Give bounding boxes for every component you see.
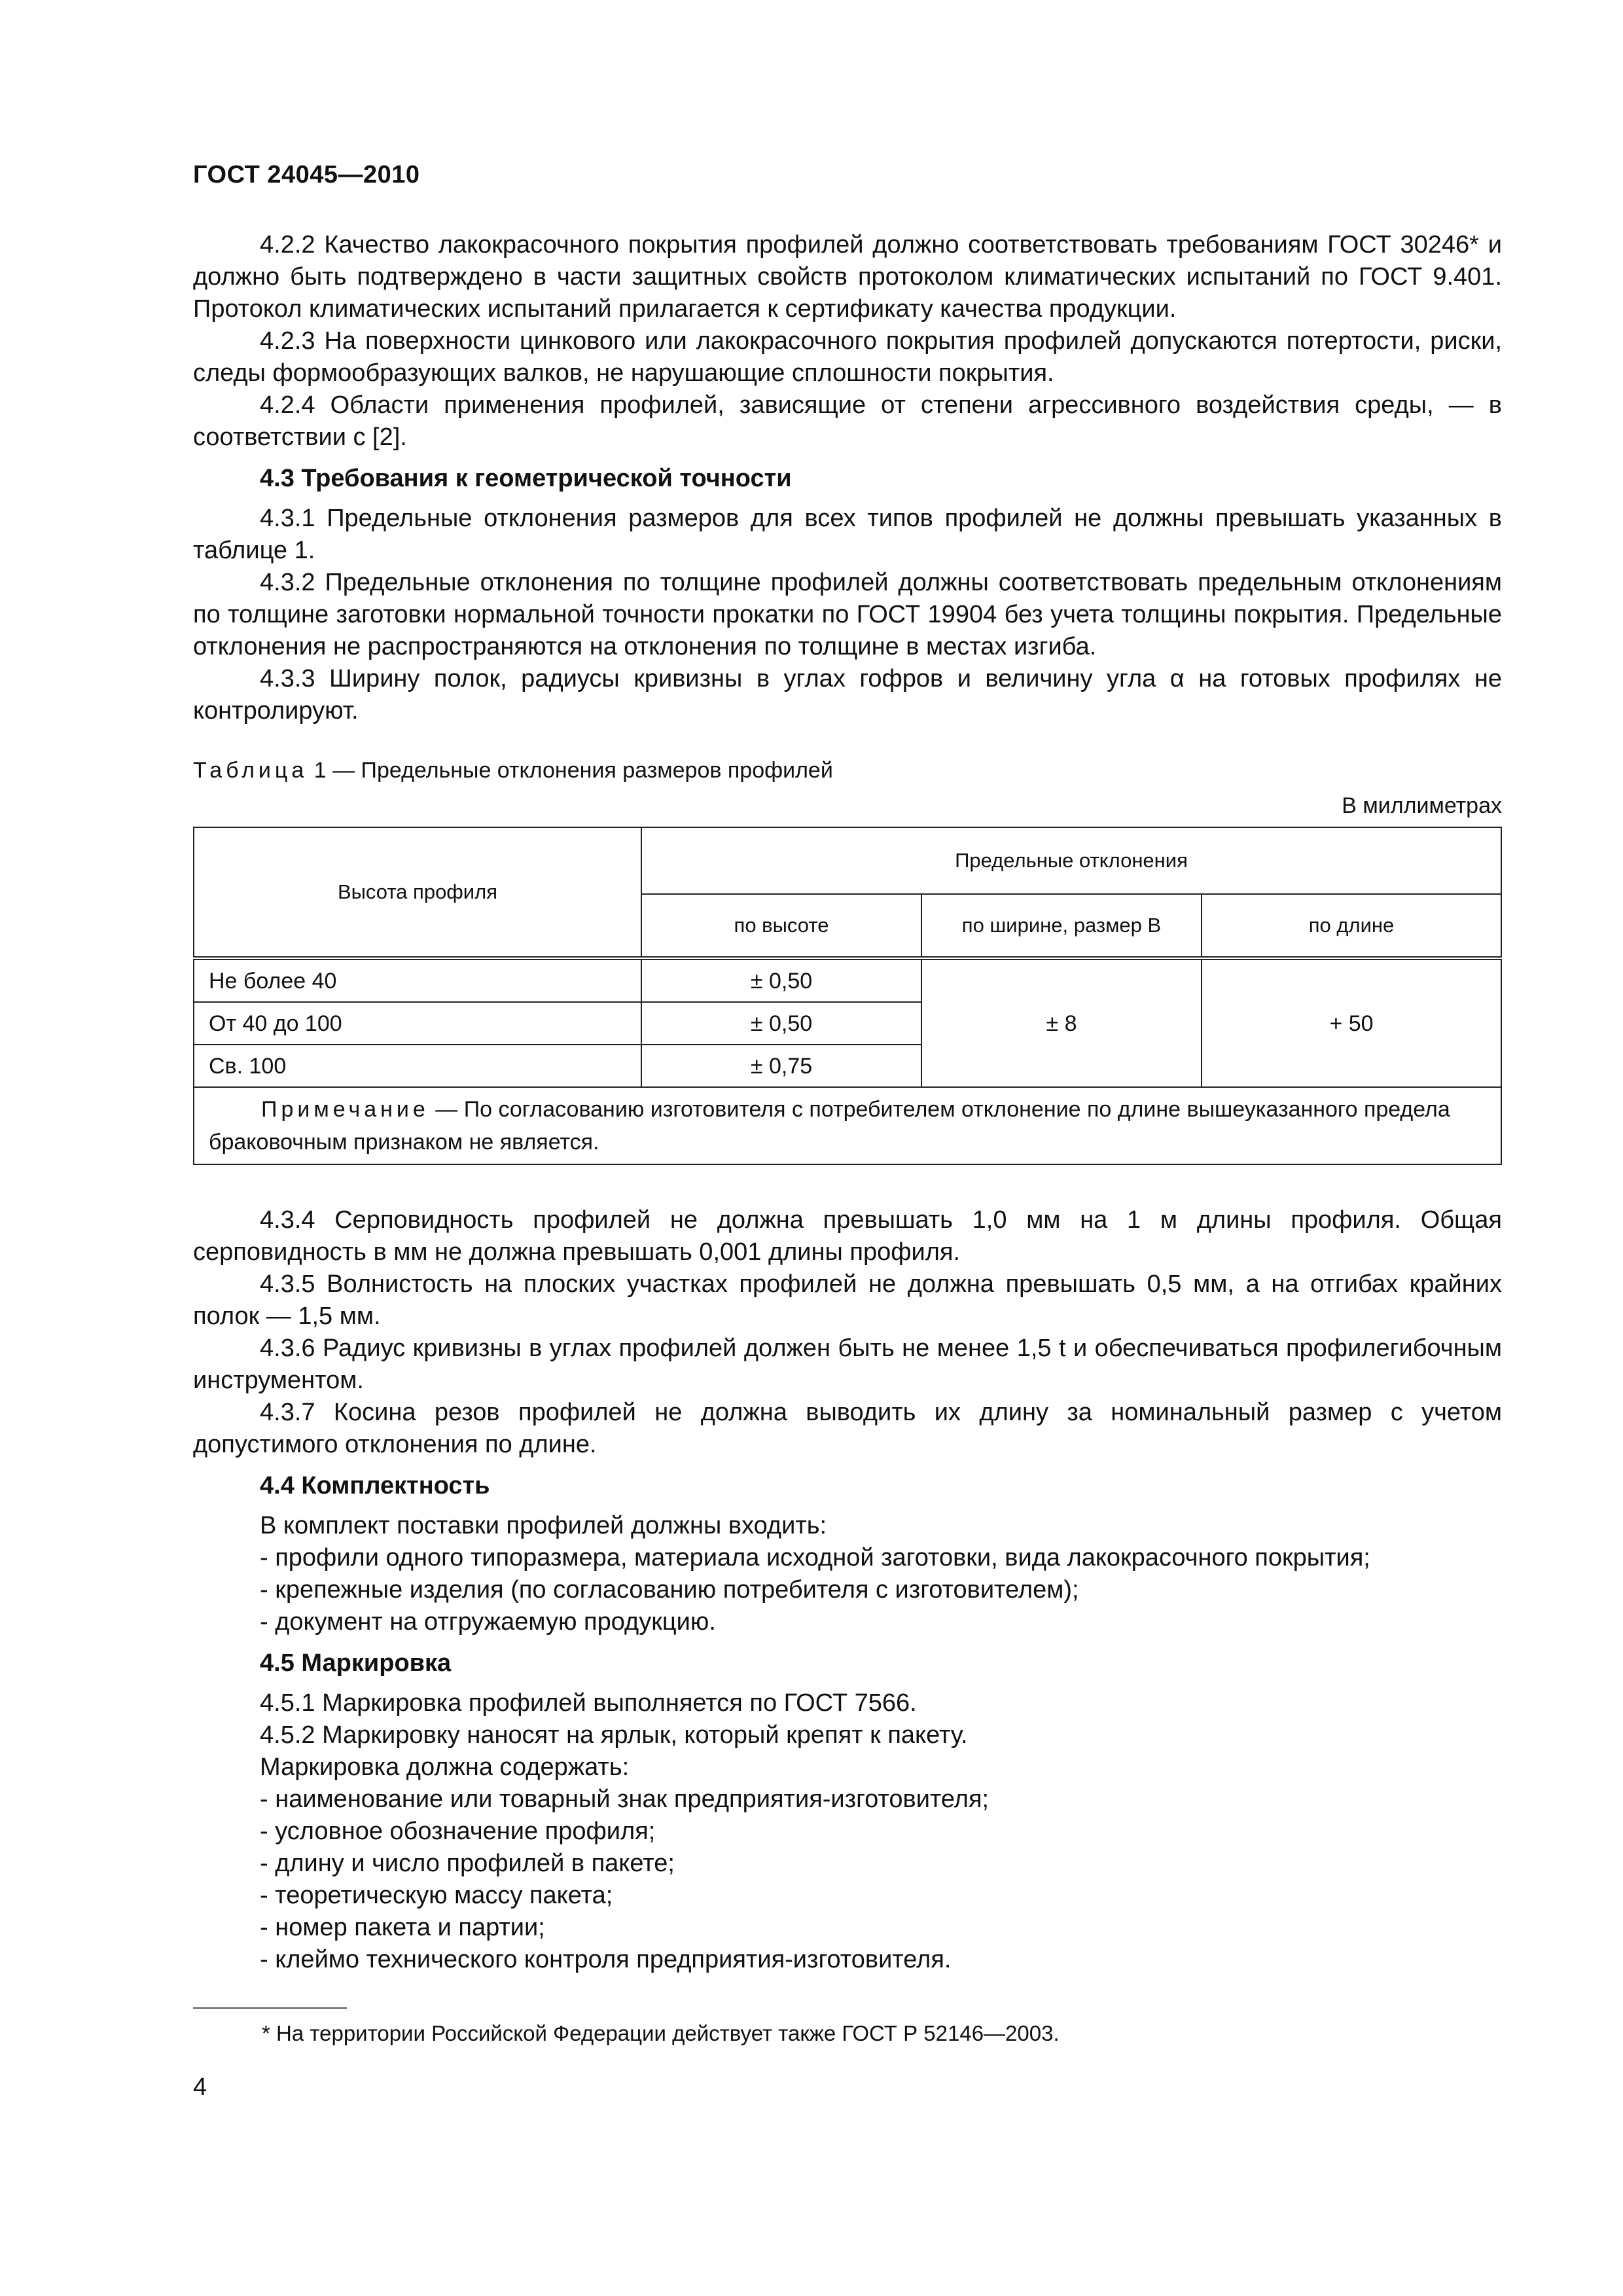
cell-height: Не более 40 bbox=[194, 958, 641, 1002]
paragraph-4-5-intro: Маркировка должна содержать: bbox=[260, 1753, 630, 1781]
after-table-section bbox=[193, 1204, 1502, 1976]
paragraph-4-3-2: 4.3.2 Предельные отклонения по толщине профилей должны соответствовать предельным отклонениям по толщине заготовки нормальной точности прокатки по ГОСТ 19904 без учета толщины покрытия. Предельные отклонения не распространяются на отклонения по толщине в местах изгиба. bbox=[193, 569, 1502, 660]
table-note bbox=[194, 1087, 1501, 1164]
document-header: ГОСТ 24045—2010 bbox=[193, 161, 420, 188]
list-item: - условное обозначение профиля; bbox=[260, 1818, 656, 1845]
list-item: - теоретическую массу пакета; bbox=[260, 1882, 613, 1909]
paragraph-4-3-5: 4.3.5 Волнистость на плоских участках профилей не должна превышать 0,5 мм, а на отгибах крайних полок — 1,5 мм. bbox=[193, 1270, 1502, 1330]
tolerance-table bbox=[193, 827, 1502, 1165]
table-caption-text: 1 — Предельные отклонения размеров профилей bbox=[308, 758, 833, 783]
paragraph-4-3-6: 4.3.6 Радиус кривизны в углах профилей должен быть не менее 1,5 t и обеспечиваться профилегибочным инструментом. bbox=[193, 1335, 1502, 1394]
cell-height: От 40 до 100 bbox=[194, 1002, 641, 1045]
list-item: - клеймо технического контроля предприятия-изготовителя. bbox=[260, 1946, 952, 1973]
cell-by-length: + 50 bbox=[1202, 958, 1501, 1087]
cell-by-height: ± 0,75 bbox=[641, 1045, 921, 1087]
table-row bbox=[194, 958, 1501, 1002]
list-item: - номер пакета и партии; bbox=[260, 1914, 545, 1941]
paragraph-4-2-3: 4.2.3 На поверхности цинкового или лакокрасочного покрытия профилей допускаются потертости, риски, следы формообразующих валков, не нарушающие сплошности покрытия. bbox=[193, 327, 1502, 387]
header-by-length: по длине bbox=[1202, 894, 1501, 958]
list-item: - длину и число профилей в пакете; bbox=[260, 1850, 675, 1877]
list-item: - документ на отгружаемую продукцию. bbox=[260, 1608, 716, 1636]
table-units: В миллиметрах bbox=[1342, 793, 1502, 818]
cell-by-height: ± 0,50 bbox=[641, 958, 921, 1002]
table-note-text: — По согласованию изготовителя с потребителем отклонение по длине вышеуказанного предела браковочным признаком не является. bbox=[209, 1097, 1450, 1155]
footnote: * На территории Российской Федерации действует также ГОСТ Р 52146—2003. bbox=[262, 2021, 1060, 2045]
table-note-label: Примечание bbox=[261, 1097, 429, 1122]
paragraph-4-3-7: 4.3.7 Косина резов профилей не должна выводить их длину за номинальный размер с учетом допустимого отклонения по длине. bbox=[193, 1399, 1502, 1458]
table-note-row bbox=[194, 1087, 1501, 1164]
footnote-separator bbox=[193, 2007, 347, 2009]
cell-by-width: ± 8 bbox=[921, 958, 1202, 1087]
header-by-width: по ширине, размер В bbox=[921, 894, 1202, 958]
page-number: 4 bbox=[193, 2073, 207, 2101]
list-item: - наименование или товарный знак предприятия-изготовителя; bbox=[260, 1785, 990, 1813]
paragraph-4-5-2: 4.5.2 Маркировку наносят на ярлык, который крепят к пакету. bbox=[260, 1721, 968, 1749]
section-heading-4-4: 4.4 Комплектность bbox=[260, 1472, 490, 1499]
document-body bbox=[193, 229, 1502, 1976]
paragraph-4-2-2: 4.2.2 Качество лакокрасочного покрытия профилей должно соответствовать требованиям ГОСТ 30246* и должно быть подтверждено в части защитных свойств протоколом климатических испытаний по ГОСТ 9.401. Протокол климатических испытаний прилагается к сертификату качества продукции. bbox=[193, 231, 1502, 323]
list-item: - профили одного типоразмера, материала исходной заготовки, вида лакокрасочного покрытия; bbox=[260, 1544, 1370, 1571]
paragraph-4-3-1: 4.3.1 Предельные отклонения размеров для всех типов профилей не должны превышать указанных в таблице 1. bbox=[193, 505, 1502, 564]
section-heading-4-5: 4.5 Маркировка bbox=[260, 1649, 452, 1677]
table-caption-label: Таблица bbox=[193, 758, 308, 783]
table-header-row bbox=[194, 827, 1501, 894]
list-item: - крепежные изделия (по согласованию потребителя с изготовителем); bbox=[260, 1576, 1079, 1604]
header-height: Высота профиля bbox=[194, 827, 641, 958]
table-caption bbox=[193, 756, 1502, 785]
paragraph-4-5-1: 4.5.1 Маркировка профилей выполняется по ГОСТ 7566. bbox=[260, 1689, 917, 1717]
paragraph-4-3-4: 4.3.4 Серповидность профилей не должна превышать 1,0 мм на 1 м длины профиля. Общая серповидность в мм не должна превышать 0,001 длины профиля. bbox=[193, 1206, 1502, 1266]
cell-by-height: ± 0,50 bbox=[641, 1002, 921, 1045]
cell-height: Св. 100 bbox=[194, 1045, 641, 1087]
paragraph-4-3-3: 4.3.3 Ширину полок, радиусы кривизны в углах гофров и величину угла α на готовых профилях не контролируют. bbox=[193, 665, 1502, 725]
header-by-height: по высоте bbox=[641, 894, 921, 958]
header-deviations: Предельные отклонения bbox=[641, 827, 1501, 894]
paragraph-4-2-4: 4.2.4 Области применения профилей, зависящие от степени агрессивного воздействия среды, — в соответствии с [2]. bbox=[193, 391, 1502, 451]
section-heading-4-3: 4.3 Требования к геометрической точности bbox=[260, 465, 792, 492]
paragraph-4-4-intro: В комплект поставки профилей должны входить: bbox=[260, 1512, 827, 1539]
